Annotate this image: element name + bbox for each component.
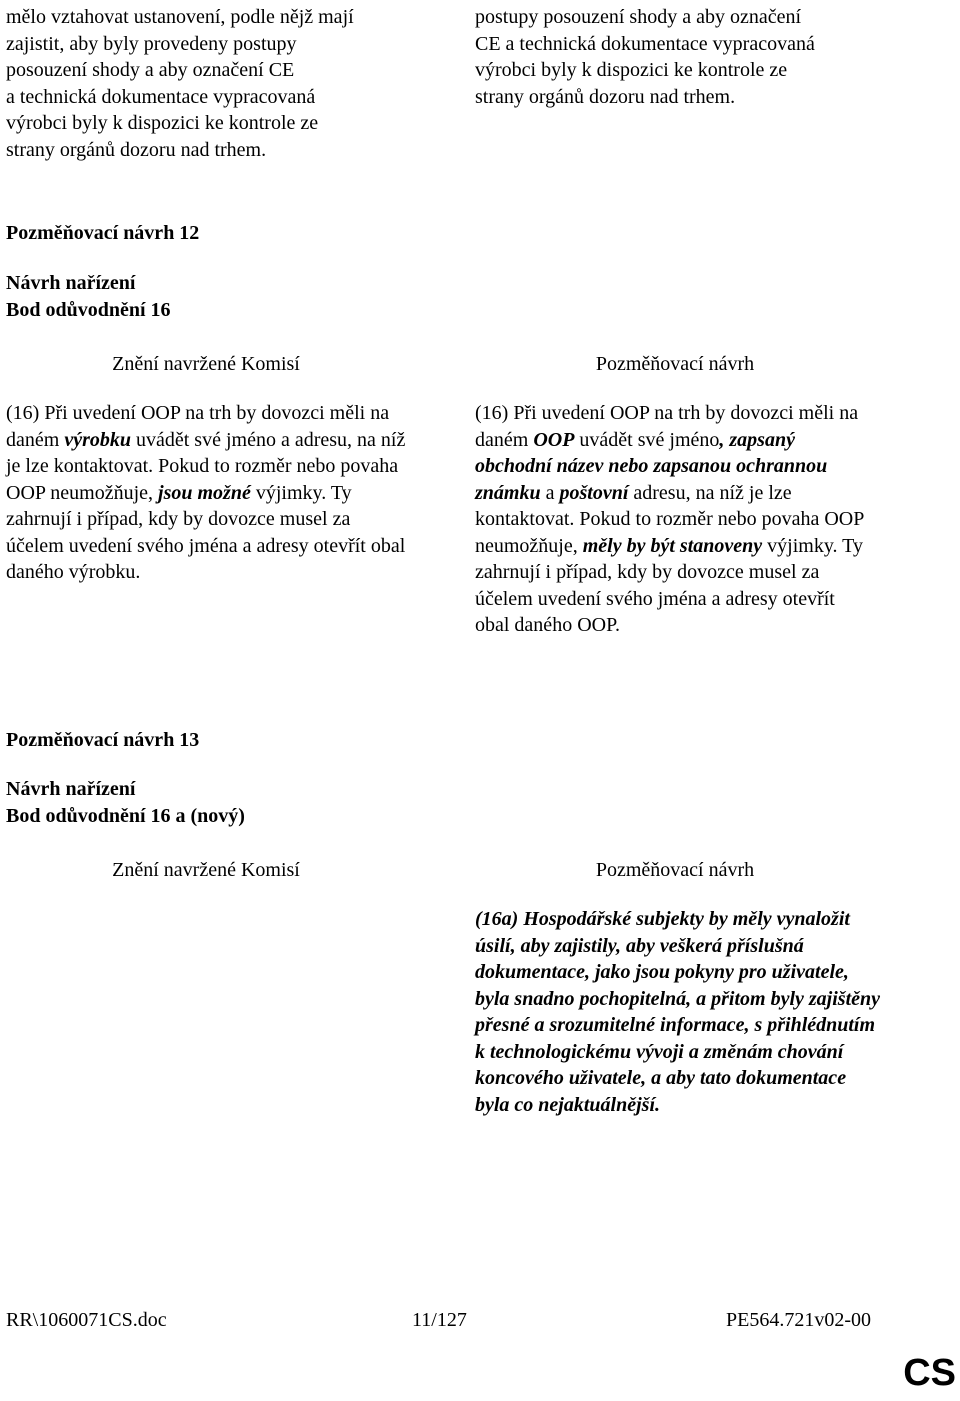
text-line: CE a technická dokumentace vypracovaná: [475, 32, 815, 55]
footer-page-number: 11/127: [412, 1309, 467, 1331]
amendment-12-left-heading: Znění navržené Komisí: [112, 353, 300, 375]
footer-pe-ref: PE564.721v02-00: [726, 1309, 871, 1331]
amendment-12-right-heading: Pozměňovací návrh: [595, 353, 755, 375]
text-line: zajistit, aby byly provedeny postupy: [6, 32, 297, 55]
top-right-continuation: [475, 4, 875, 110]
text-line: strany orgánů dozoru nad trhem.: [6, 138, 267, 161]
text-line: posouzení shody a aby označení CE: [6, 59, 295, 81]
text-line: výrobci byly k dispozici ke kontrole ze: [6, 112, 319, 134]
amendment-13-amended-text: (16a) Hospodářské subjekty by měly vynaložit úsilí, aby zajistily, aby veškerá příslušná dokumentace, jako jsou pokyny pro uživatele, byla snadno pochopitelná, a přitom byly zajištěny přesné a srozumitelné informace, s přihlédnutím k technologickému vývoji a změnám chování koncového uživatele, a aby tato dokumentace byla co nejaktuálnější.: [475, 908, 881, 1116]
amendment-13-right-heading: Pozměňovací návrh: [595, 859, 755, 881]
text-line: strany orgánů dozoru nad trhem.: [475, 85, 736, 108]
amendment-13-proposal: Návrh nařízení: [6, 778, 136, 800]
amendment-12-commission-text: (16) Při uvedení OOP na trh by dovozci měli na daném výrobku uvádět své jméno a adresu, na níž je lze kontaktovat. Pokud to rozměr nebo povaha OOP neumožňuje, jsou možné výjimky. Ty zahrnují i případ, kdy by dovozce musel za účelem uvedení svého jména a adresy otevřít obal daného výrobku.: [6, 402, 406, 583]
top-left-continuation: [6, 4, 406, 163]
amendment-12-recital: Bod odůvodnění 16: [6, 299, 171, 321]
amendment-12-title: Pozměňovací návrh 12: [6, 222, 200, 244]
amendment-13-left-heading: Znění navržené Komisí: [112, 859, 300, 881]
amendment-12-proposal: Návrh nařízení: [6, 272, 136, 294]
text-line: postupy posouzení shody a aby označení: [475, 6, 802, 28]
footer-doc-ref: RR\1060071CS.doc: [6, 1309, 167, 1331]
amendment-13-recital: Bod odůvodnění 16 a (nový): [6, 805, 245, 827]
text-line: a technická dokumentace vypracovaná: [6, 85, 316, 108]
amendment-13-title: Pozměňovací návrh 13: [6, 729, 200, 751]
text-line: mělo vztahovat ustanovení, podle nějž mají: [6, 6, 354, 28]
amendment-12-amended-text: (16) Při uvedení OOP na trh by dovozci měli na daném OOP uvádět své jméno, zapsaný obchodní název nebo zapsanou ochrannou známku a poštovní adresu, na níž je lze kontaktovat. Pokud to rozměr nebo povaha OOP neumožňuje, měly by být stanoveny výjimky. Ty zahrnují i případ, kdy by dovozce musel za účelem uvedení svého jména a adresy otevřít obal daného OOP.: [475, 402, 864, 636]
text-line: výrobci byly k dispozici ke kontrole ze: [475, 59, 788, 81]
language-code: CS: [903, 1352, 956, 1394]
